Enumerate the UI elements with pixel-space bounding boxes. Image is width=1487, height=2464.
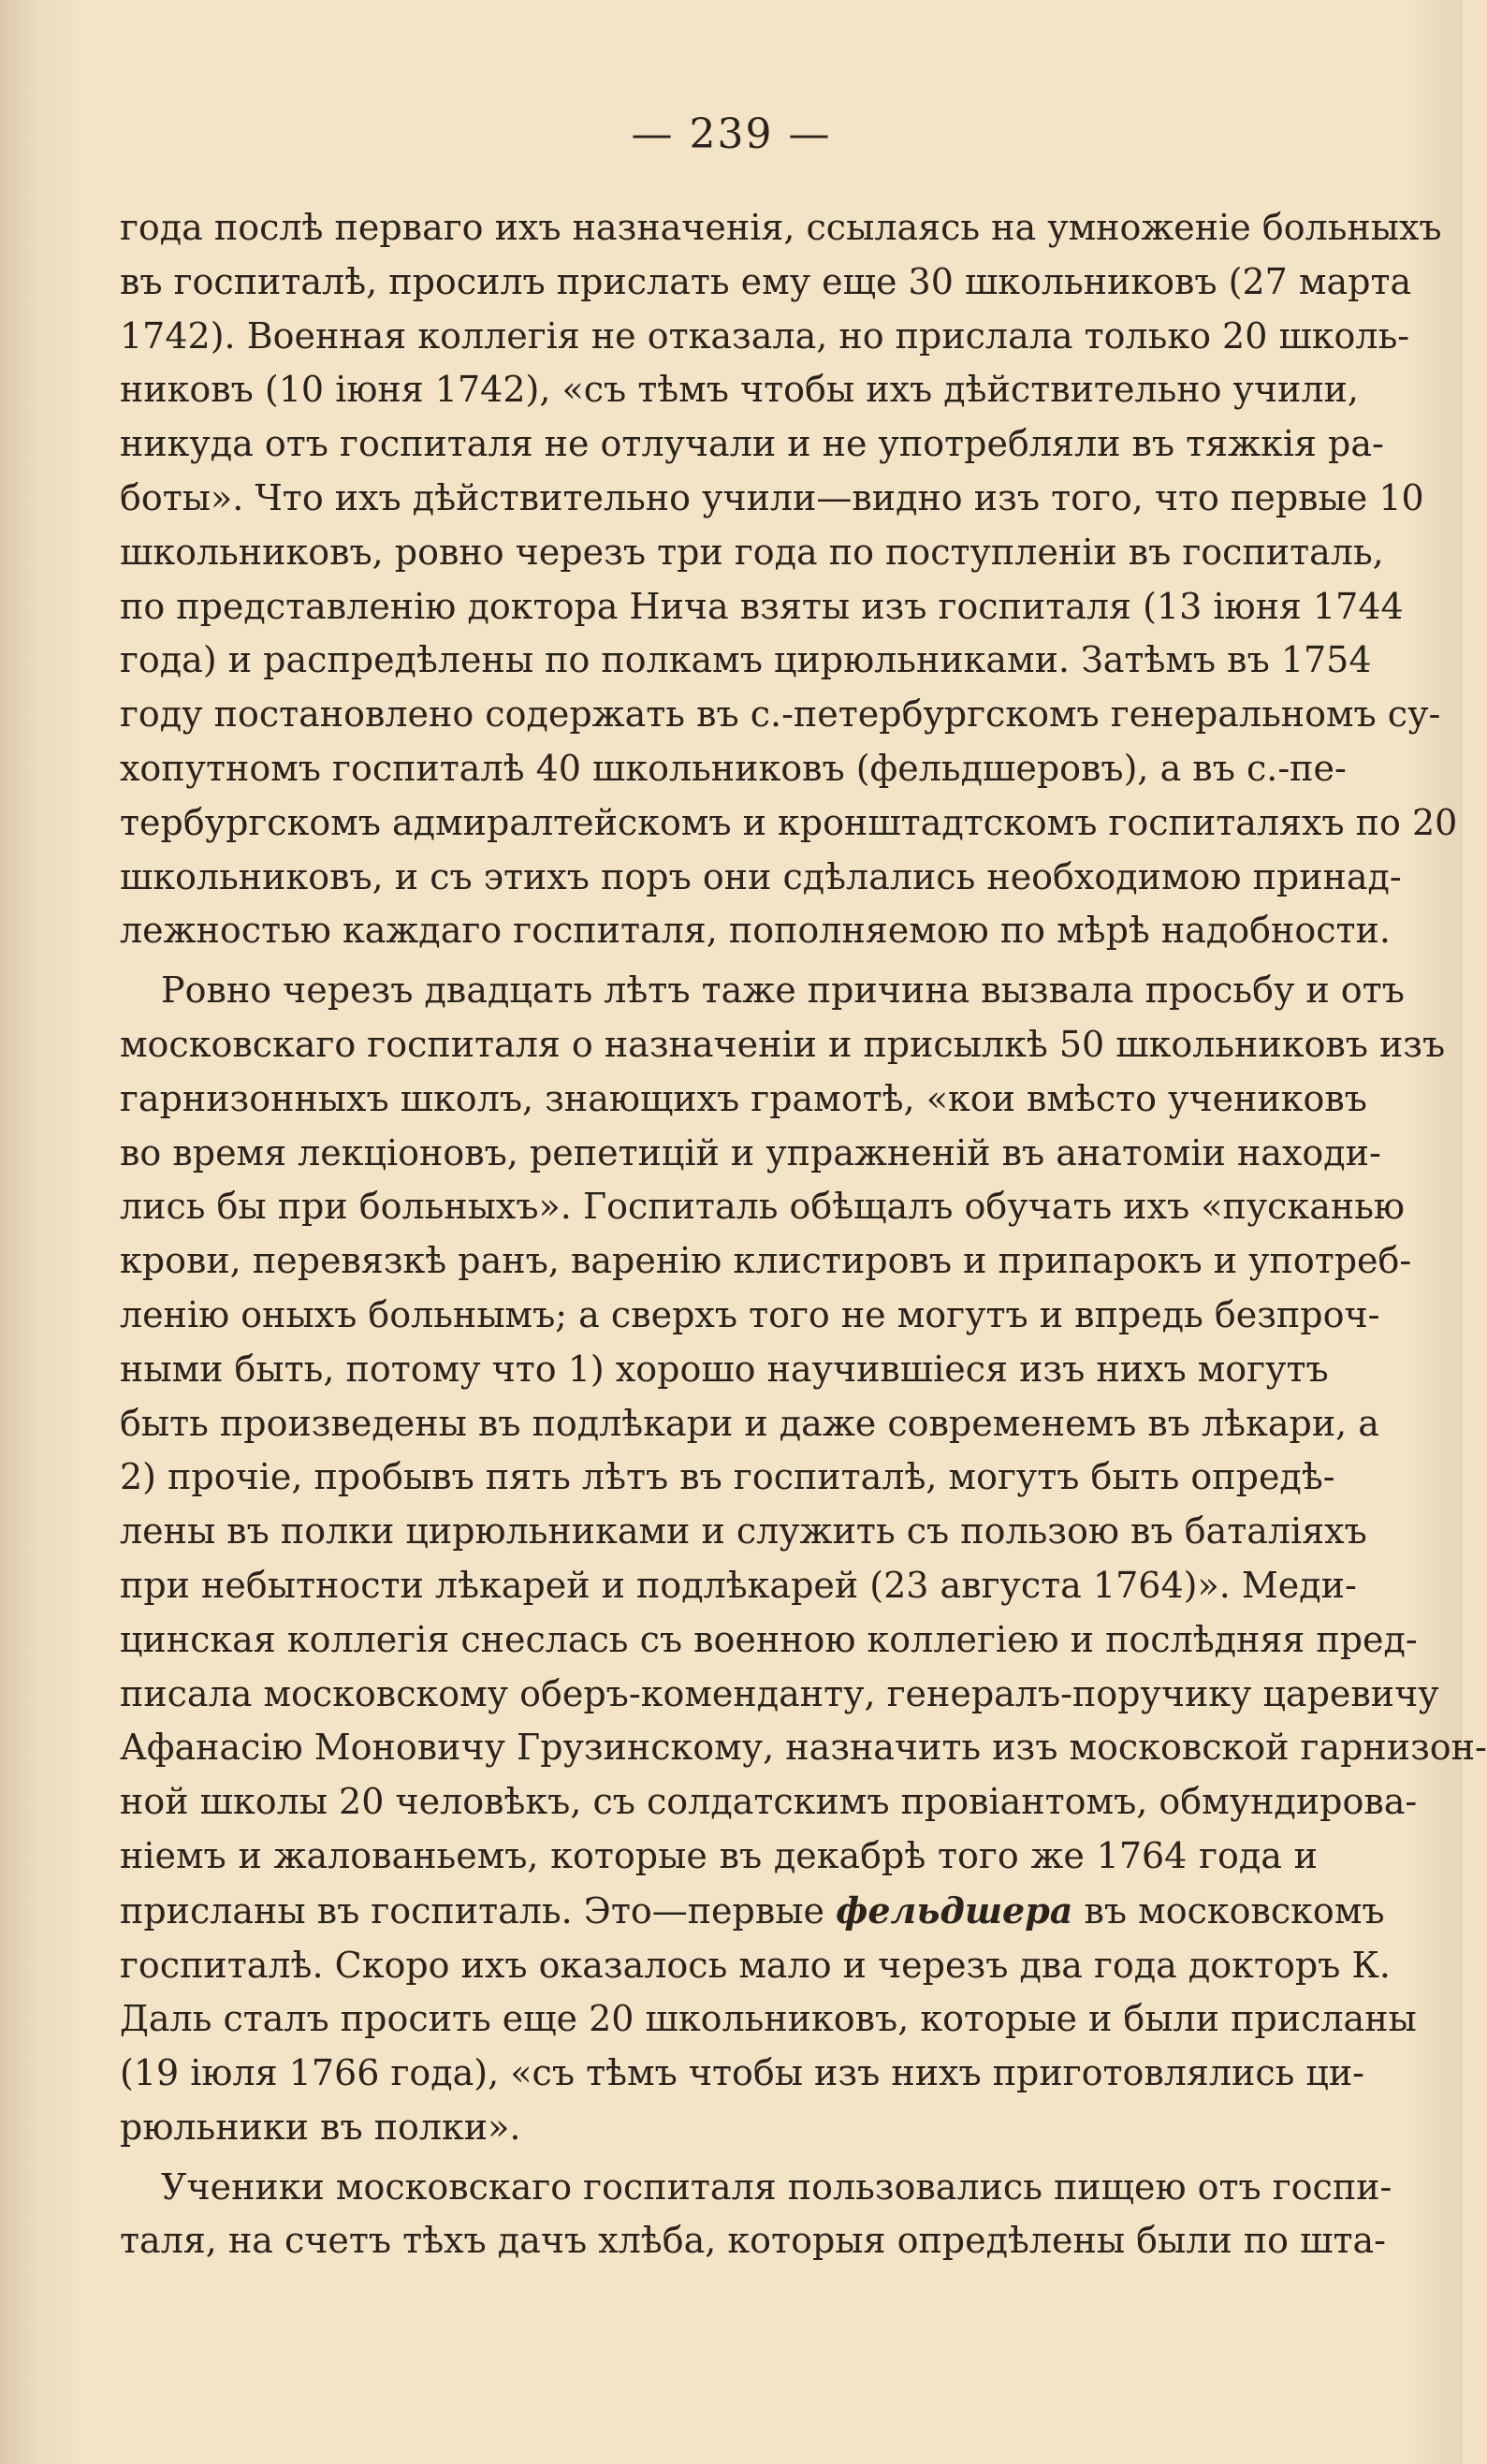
text-line: гарнизонныхъ школъ, знающихъ грамотѣ, «кои вмѣсто учениковъ bbox=[120, 1077, 1367, 1119]
text-line: Афанасію Моновичу Грузинскому, назначить изъ московской гарнизон- bbox=[120, 1727, 1487, 1769]
text-line: лены въ полки цирюльниками и служить съ пользою въ баталіяхъ bbox=[120, 1510, 1367, 1553]
page-body bbox=[120, 201, 1487, 2268]
text-line: никовъ (10 іюня 1742), «съ тѣмъ чтобы ихъ дѣйствительно учили, bbox=[120, 369, 1359, 411]
text-line: Ровно черезъ двадцать лѣтъ таже причина вызвала просьбу и отъ bbox=[161, 970, 1405, 1012]
text-line: тербургскомъ адмиралтейскомъ и кронштадтскомъ госпиталяхъ по 20 bbox=[120, 801, 1458, 843]
text-line: цинская коллегія снеслась съ военною коллегіею и послѣдняя пред- bbox=[120, 1618, 1418, 1660]
paragraph-2 bbox=[120, 964, 1487, 2155]
text-line: (19 іюля 1766 года), «съ тѣмъ чтобы изъ нихъ приготовлялись ци- bbox=[120, 2052, 1364, 2094]
text-line: года послѣ перваго ихъ назначенія, ссылаясь на умноженіе больныхъ bbox=[120, 207, 1442, 248]
text-line: года) и распредѣлены по полкамъ цирюльниками. Затѣмъ въ 1754 bbox=[120, 639, 1372, 681]
text-line: 2) прочіе, пробывъ пять лѣтъ въ госпиталѣ, могутъ быть опредѣ- bbox=[120, 1456, 1335, 1498]
text-line: никуда отъ госпиталя не отлучали и не употребляли въ тяжкія ра- bbox=[120, 423, 1384, 465]
text-line: госпиталѣ. Скоро ихъ оказалось мало и черезъ два года докторъ К. bbox=[120, 1944, 1391, 1986]
text-line: хопутномъ госпиталѣ 40 школьниковъ (фельдшеровъ), а въ с.-пе- bbox=[120, 747, 1347, 789]
italic-term: фельдшера bbox=[836, 1888, 1073, 1932]
text-line-with-italic bbox=[120, 1884, 1385, 1939]
text-fragment: присланы въ госпиталь. Это—первые bbox=[120, 1889, 824, 1932]
text-line: во время лекціоновъ, репетицій и упражненій въ анатоміи находи- bbox=[120, 1131, 1381, 1174]
text-line: крови, перевязкѣ ранъ, варенію клистировъ и припарокъ и употреб- bbox=[120, 1240, 1412, 1282]
text-line: 1742). Военная коллегія не отказала, но прислала только 20 школь- bbox=[120, 314, 1410, 357]
text-fragment: въ московскомъ bbox=[1084, 1889, 1385, 1932]
text-line: быть произведены въ подлѣкари и даже современемъ въ лѣкари, а bbox=[120, 1402, 1379, 1444]
text-line: лись бы при больныхъ». Госпиталь обѣщалъ обучать ихъ «пусканью bbox=[120, 1186, 1405, 1228]
text-line: рюльники въ полки». bbox=[120, 2106, 521, 2148]
text-line: при небытности лѣкарей и подлѣкарей (23 августа 1764)». Меди- bbox=[120, 1564, 1357, 1606]
text-line: Даль сталъ просить еще 20 школьниковъ, которые и были присланы bbox=[120, 1998, 1417, 2040]
text-line: таля, на счетъ тѣхъ дачъ хлѣба, которыя опредѣлены были по шта- bbox=[120, 2220, 1386, 2262]
text-line: ніемъ и жалованьемъ, которые въ декабрѣ того же 1764 года и bbox=[120, 1834, 1318, 1876]
text-line: московскаго госпиталя о назначеніи и присылкѣ 50 школьниковъ изъ bbox=[120, 1023, 1446, 1065]
paragraph-1 bbox=[120, 201, 1458, 958]
page-number: — 239 — bbox=[631, 110, 832, 158]
text-line: ной школы 20 человѣкъ, съ солдатскимъ провіантомъ, обмундирова- bbox=[120, 1781, 1418, 1823]
text-line: лежностью каждаго госпиталя, пополняемою по мѣрѣ надобности. bbox=[120, 910, 1391, 952]
text-line: въ госпиталѣ, просилъ прислать ему еще 30 школьниковъ (27 марта bbox=[120, 260, 1412, 302]
paragraph-3 bbox=[120, 2161, 1392, 2269]
text-line: ленію оныхъ больнымъ; а сверхъ того не могутъ и впредь безпроч- bbox=[120, 1293, 1380, 1335]
text-line: ными быть, потому что 1) хорошо научившіеся изъ нихъ могутъ bbox=[120, 1348, 1329, 1390]
text-line: школьниковъ, ровно черезъ три года по поступленіи въ госпиталь, bbox=[120, 531, 1384, 573]
text-line: боты». Что ихъ дѣйствительно учили—видно изъ того, что первые 10 bbox=[120, 476, 1424, 518]
text-line: школьниковъ, и съ этихъ поръ они сдѣлались необходимою принад- bbox=[120, 855, 1402, 897]
text-line: Ученики московскаго госпиталя пользовались пищею отъ госпи- bbox=[161, 2165, 1392, 2208]
text-line: по представленію доктора Нича взяты изъ госпиталя (13 іюня 1744 bbox=[120, 585, 1404, 627]
text-line: писала московскому оберъ-коменданту, генералъ-поручику царевичу bbox=[120, 1672, 1439, 1714]
text-line: году постановлено содержать въ с.-петербургскомъ генеральномъ су- bbox=[120, 693, 1441, 736]
